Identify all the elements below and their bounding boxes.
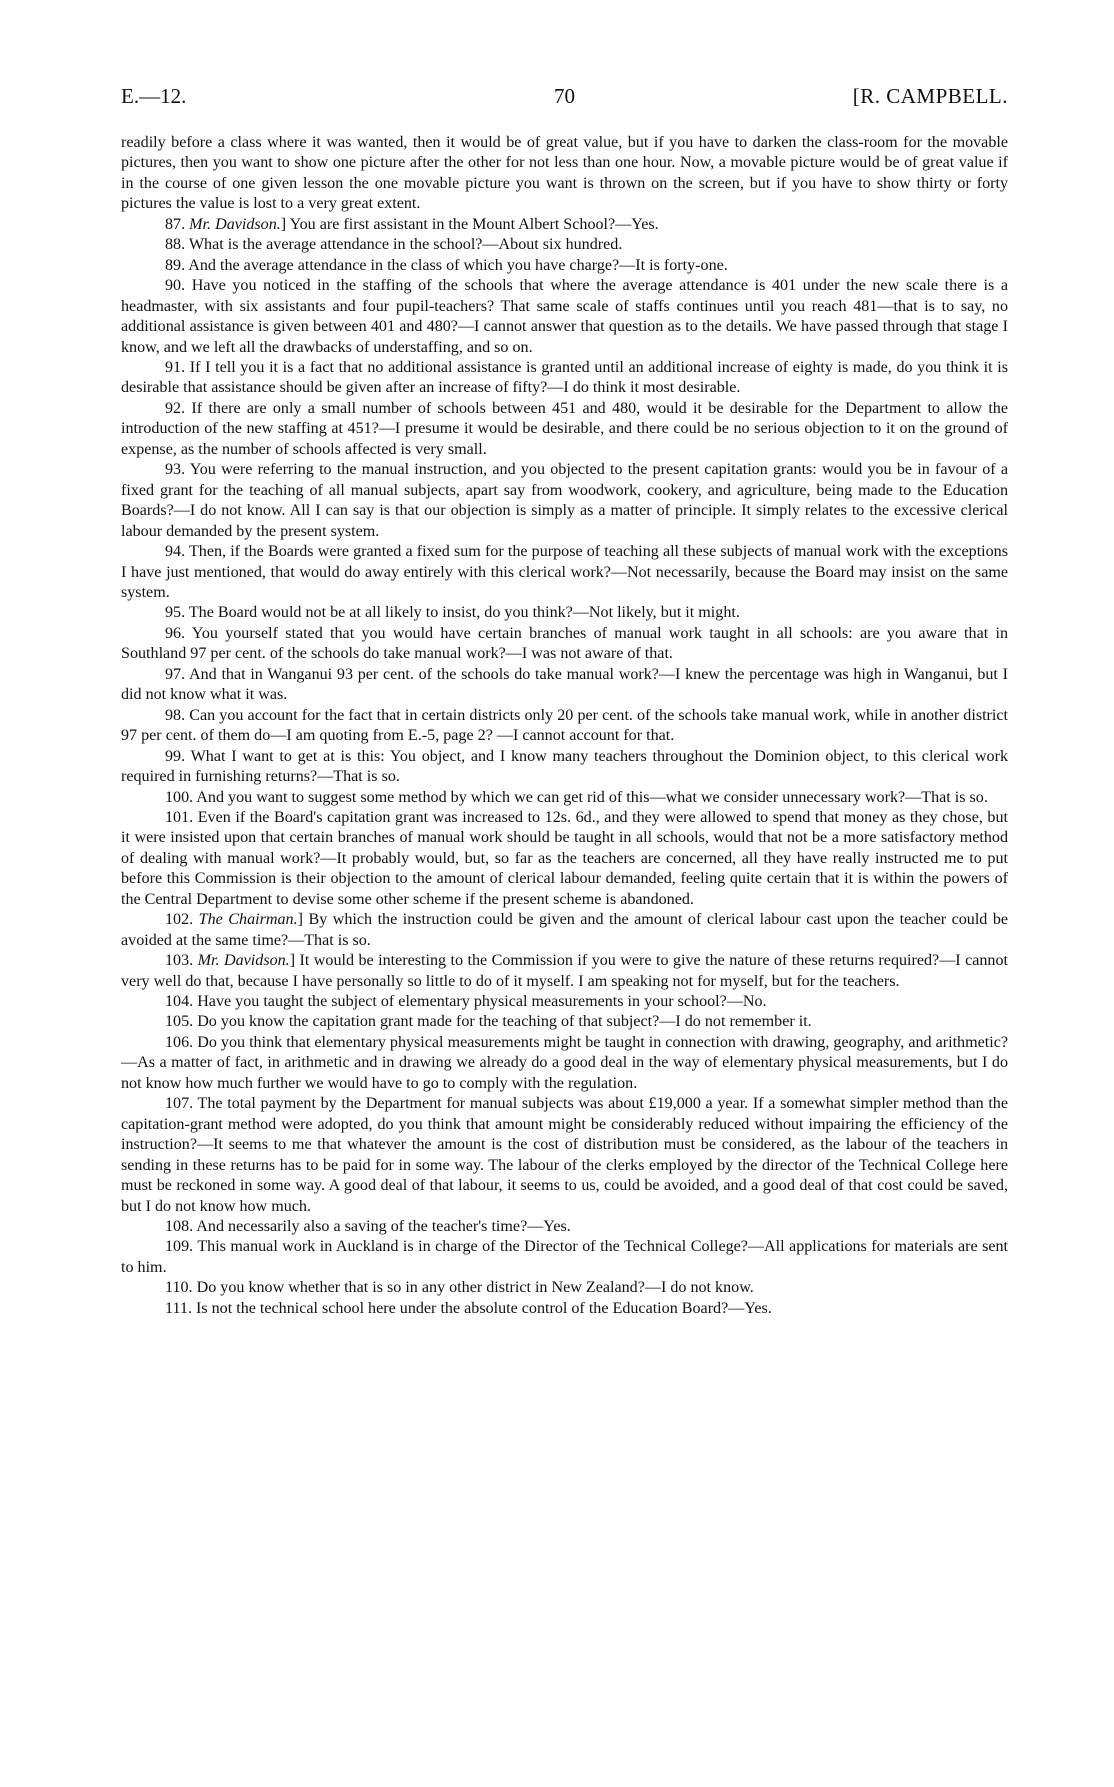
paragraph: 100. And you want to suggest some method by which we can get rid of this—what we consider unnecessary work?—That is so.	[165, 788, 988, 806]
paragraph: readily before a class where it was wanted, then it would be of great value, but if you have to darken the class-room for the movable pictures, then you want to show one picture after the other for not less than one hour. Now, a movable picture would be of great value if in the course of one given lesson the one movable picture you want is thrown on the screen, but if you have to show thirty or forty pictures the value is lost to a very great extent.	[121, 134, 1008, 213]
paragraph: 106. Do you think that elementary physical measurements might be taught in connection with drawing, geography, and arithmetic?—As a matter of fact, in arithmetic and in drawing we already do a good deal in the way of elementary physical measurements, but I do not know how much further we would have to go to comply with the regulation.	[121, 1033, 1008, 1092]
document-reference: E.—12.	[121, 84, 187, 108]
paragraph: 93. You were referring to the manual instruction, and you objected to the present capitation grants: would you be in favour of a fixed grant for the teaching of all manual subjects, apart say from woodwork, cookery, and agriculture, being made to the Education Boards?—I do not know. All I can say is that our objection is simply as a matter of principle. It simply relates to the excessive clerical labour demanded by the present system.	[121, 461, 1008, 540]
paragraph: 109. This manual work in Auckland is in charge of the Director of the Technical College?—All applications for materials are sent to him.	[121, 1238, 1008, 1276]
paragraph: 95. The Board would not be at all likely to insist, do you think?—Not likely, but it might.	[165, 604, 740, 622]
paragraph: 107. The total payment by the Department for manual subjects was about £19,000 a year. If a somewhat simpler method than the capitation-grant method were adopted, do you think that amount might be considerably reduced without impairing the efficiency of the instruction?—It seems to me that whatever the amount is the cost of distribution must be considered, as the labour of the teachers in sending in these returns has to be paid for in some way. The labour of the clerks employed by the director of the Technical College here must be reckoned in some way. A good deal of that labour, it seems to us, could be avoided, and a good deal of that cost could be saved, but I do not know how much.	[121, 1095, 1008, 1215]
paragraph: 105. Do you know the capitation grant made for the teaching of that subject?—I do not remember it.	[165, 1013, 812, 1031]
paragraph: 110. Do you know whether that is so in any other district in New Zealand?—I do not know.	[165, 1279, 754, 1297]
paragraph: 101. Even if the Board's capitation grant was increased to 12s. 6d., and they were allowed to spend that money as they chose, but it were insisted upon that certain branches of manual work should be taught in all schools, would that not be a more satisfactory method of dealing with manual work?—It probably would, but, so far as the teachers are concerned, all they have really instructed me to put before this Commission is their objection to the amount of clerical labour demanded, feeling quite certain that it is within the powers of the Central Department to devise some other scheme if the present scheme is abandoned.	[121, 808, 1008, 908]
paragraph: 87. Mr. Davidson.] You are first assistant in the Mount Albert School?—Yes.	[165, 215, 659, 233]
evidence-text	[121, 133, 1008, 1319]
paragraph: 88. What is the average attendance in the school?—About six hundred.	[165, 236, 623, 254]
paragraph: 97. And that in Wanganui 93 per cent. of the schools do take manual work?—I knew the percentage was high in Wanganui, but I did not know what it was.	[121, 665, 1008, 704]
paragraph: 91. If I tell you it is a fact that no additional assistance is granted until an additional increase of eighty is made, do you think it is desirable that assistance should be given after an increase of fifty?—I do think it most desirable.	[121, 358, 1008, 397]
paragraph: 102. The Chairman.] By which the instruction could be given and the amount of clerical labour cast upon the teacher could be avoided at the same time?—That is so.	[121, 911, 1009, 949]
paragraph: 108. And necessarily also a saving of the teacher's time?—Yes.	[165, 1218, 571, 1236]
paragraph: 98. Can you account for the fact that in certain districts only 20 per cent. of the schools take manual work, while in another district 97 per cent. of them do—I am quoting from E.-5, page 2? —I cannot account for that.	[121, 706, 1008, 745]
paragraph: 99. What I want to get at is this: You object, and I know many teachers throughout the Dominion object, to this clerical work required in furnishing returns?—That is so.	[121, 747, 1008, 786]
witness-name: [R. CAMPBELL.	[852, 84, 1008, 108]
speaker-name: Mr. Davidson.	[189, 215, 281, 233]
page-header	[121, 84, 1008, 114]
paragraph: 111. Is not the technical school here under the absolute control of the Education Board?—Yes.	[165, 1299, 772, 1317]
speaker-name: The Chairman.	[198, 911, 298, 929]
paragraph: 89. And the average attendance in the class of which you have charge?—It is forty-one.	[165, 256, 728, 274]
paragraph: 96. You yourself stated that you would have certain branches of manual work taught in all schools: are you aware that in Southland 97 per cent. of the schools do take manual work?—I was not aware of that.	[121, 624, 1008, 663]
page-number: 70	[554, 84, 575, 108]
paragraph: 103. Mr. Davidson.] It would be interesting to the Commission if you were to give the nature of these returns required?—I cannot very well do that, because I have personally so little to do of it myself. I am speaking not for myself, but for the teachers.	[121, 952, 1008, 990]
paragraph: 90. Have you noticed in the staffing of the schools that where the average attendance is 401 under the new scale there is a headmaster, with six assistants and four pupil-teachers? That same scale of staffs continues until you reach 481—that is to say, no additional assistance is given between 401 and 480?—I cannot answer that question as to the details. We have passed through that stage I know, and we left all the drawbacks of understaffing, and so on.	[121, 277, 1008, 356]
paragraph: 92. If there are only a small number of schools between 451 and 480, would it be desirable for the Department to allow the introduction of the new staffing at 451?—I presume it would be desirable, and there could be no serious objection to it on the ground of expense, as the number of schools affected is very small.	[121, 399, 1008, 458]
paragraph: 104. Have you taught the subject of elementary physical measurements in your school?—No.	[165, 993, 767, 1011]
speaker-name: Mr. Davidson.	[197, 952, 290, 970]
paragraph: 94. Then, if the Boards were granted a fixed sum for the purpose of teaching all these subjects of manual work with the exceptions I have just mentioned, that would do away entirely with this clerical work?—Not necessarily, because the Board may insist on the same system.	[121, 543, 1008, 601]
